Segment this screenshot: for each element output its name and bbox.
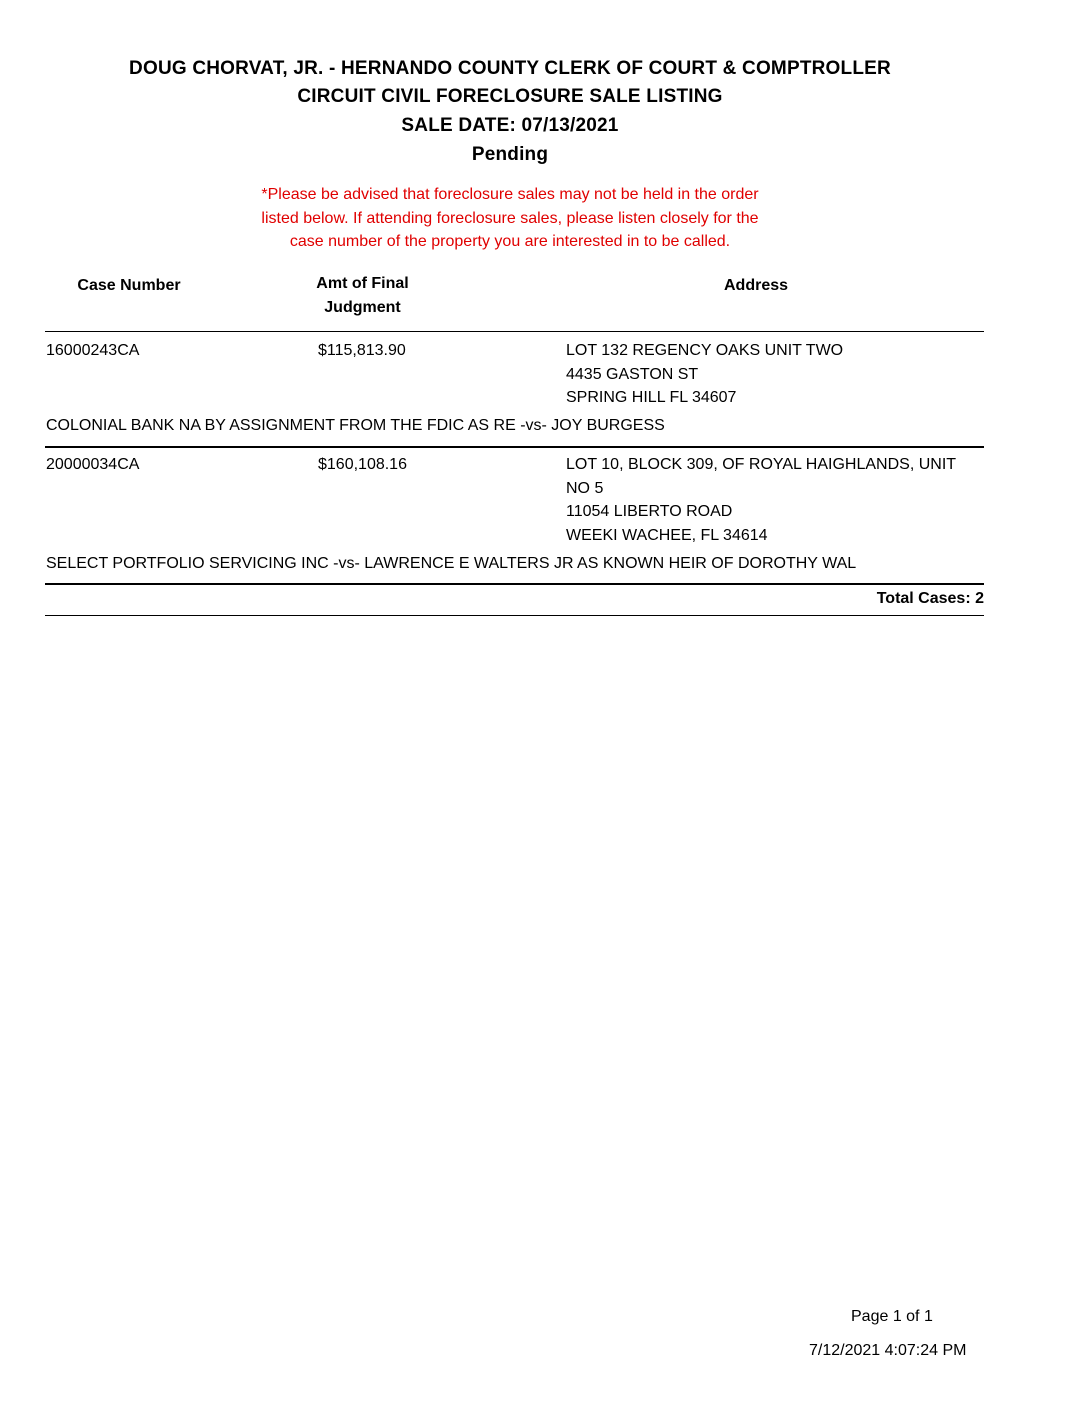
- case-parties: SELECT PORTFOLIO SERVICING INC -vs- LAWRENCE E WALTERS JR AS KNOWN HEIR OF DOROTHY WAL: [46, 555, 857, 572]
- case-divider: [45, 583, 984, 585]
- case-number: 16000243CA: [46, 342, 140, 359]
- case-parties: COLONIAL BANK NA BY ASSIGNMENT FROM THE FDIC AS RE -vs- JOY BURGESS: [46, 417, 665, 434]
- address-line: LOT 10, BLOCK 309, OF ROYAL HAIGHLANDS, UNIT: [566, 456, 957, 473]
- address-line: NO 5: [566, 479, 604, 497]
- property-address: [566, 339, 981, 410]
- column-header-amount: [295, 272, 430, 320]
- print-timestamp: 7/12/2021 4:07:24 PM: [809, 1342, 967, 1359]
- judgment-amount: $160,108.16: [318, 456, 407, 473]
- clerk-title: DOUG CHORVAT, JR. - HERNANDO COUNTY CLERK OF COURT & COMPTROLLER: [129, 58, 891, 79]
- column-header-amount-line1: Amt of Final: [316, 275, 409, 292]
- advisory-notice: [0, 183, 1020, 254]
- case-divider: [45, 446, 984, 448]
- address-line: WEEKI WACHEE, FL 34614: [566, 526, 768, 544]
- page-number: Page 1 of 1: [851, 1308, 933, 1325]
- property-address: [566, 453, 981, 547]
- address-line: LOT 132 REGENCY OAKS UNIT TWO: [566, 342, 844, 359]
- notice-line: *Please be advised that foreclosure sales may not be held in the order: [261, 186, 759, 203]
- total-cases: Total Cases: 2: [876, 590, 984, 607]
- column-header-case-number: Case Number: [77, 277, 181, 294]
- address-line: 11054 LIBERTO ROAD: [566, 503, 733, 520]
- notice-line: case number of the property you are interested in to be called.: [289, 233, 731, 250]
- address-line: SPRING HILL FL 34607: [566, 389, 737, 406]
- sale-date: SALE DATE: 07/13/2021: [401, 115, 619, 136]
- notice-line: listed below. If attending foreclosure sales, please listen closely for the: [261, 209, 759, 227]
- header-divider: [45, 331, 984, 332]
- case-number: 20000034CA: [46, 456, 140, 473]
- status-label: Pending: [471, 144, 549, 165]
- column-header-address: Address: [723, 277, 789, 294]
- listing-title: CIRCUIT CIVIL FORECLOSURE SALE LISTING: [297, 86, 723, 107]
- column-header-amount-line2: Judgment: [324, 299, 401, 316]
- total-divider: [45, 615, 984, 616]
- address-line: 4435 GASTON ST: [566, 365, 699, 383]
- judgment-amount: $115,813.90: [318, 342, 406, 359]
